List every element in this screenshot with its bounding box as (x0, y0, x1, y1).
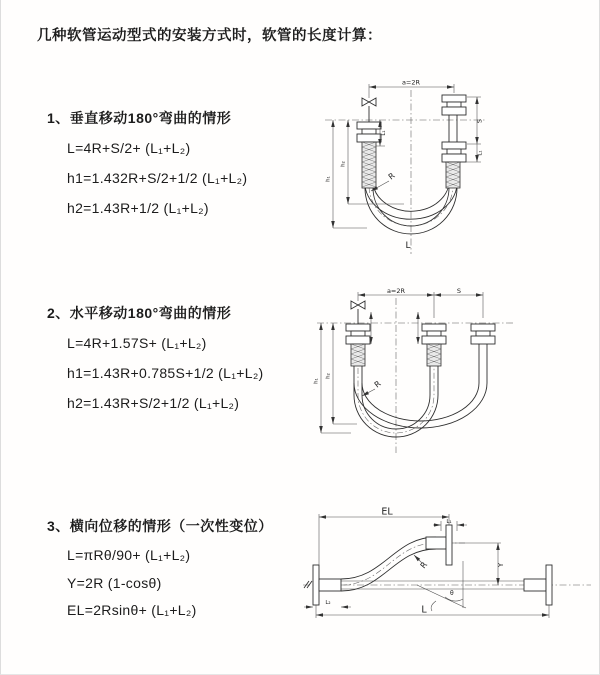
left-flange (313, 565, 341, 605)
section-3-formula-Y: Y=2R (1-cosθ) (67, 575, 162, 591)
section-1-formula-h1: h1=1.432R+S/2+1/2 (L₁+L₂) (67, 170, 248, 186)
dim-label-a2r: a=2R (386, 287, 406, 295)
break-mark (304, 581, 312, 588)
dim-label-radius: R (372, 379, 383, 390)
dim-label-l1: L₁ (446, 519, 452, 525)
dim-label-l1-right: L₁ (477, 150, 484, 156)
section-2-formula-L: L=4R+1.57S+ (L₁+L₂) (67, 335, 207, 351)
diagram-horizontal-movement (309, 288, 600, 458)
section-1-formula-L: L=4R+S/2+ (L₁+L₂) (67, 140, 191, 156)
section-1-formula-h2: h2=1.43R+1/2 (L₁+L₂) (67, 200, 209, 216)
dim-label-l2: L₂ (325, 600, 331, 606)
section-2-formula-h2: h2=1.43R+S/2+1/2 (L₁+L₂) (67, 395, 240, 411)
dim-label-l1-left: L₁ (381, 130, 387, 136)
dim-label-el: EL (381, 506, 393, 518)
valve-icon (362, 98, 376, 122)
dim-label-a2r: a=2R (401, 78, 421, 87)
middle-fitting (422, 324, 446, 366)
dim-label-h2: h₂ (325, 373, 332, 379)
dim-label-s: S (475, 118, 484, 124)
dim-label-s: S (456, 287, 462, 295)
lower-right-flange (524, 565, 552, 605)
diagram-vertical-movement (309, 76, 564, 258)
hose-curve (341, 537, 436, 579)
section-1-heading: 1、垂直移动180°弯曲的情形 (47, 110, 232, 126)
dim-label-h2: h₂ (340, 161, 347, 167)
dim-label-h1: h₁ (325, 176, 332, 182)
valve-icon (351, 301, 365, 324)
dim-label-length: L (421, 604, 427, 616)
section-3-heading: 3、横向位移的情形（一次性变位） (47, 518, 273, 534)
section-3-formula-L: L=πRθ/90+ (L₁+L₂) (67, 547, 191, 563)
section-2-heading: 2、水平移动180°弯曲的情形 (47, 305, 232, 321)
left-fitting (357, 122, 381, 188)
right-fitting-lower (442, 142, 466, 188)
hose-arc-posB (354, 344, 487, 428)
left-fitting (346, 324, 370, 366)
dim-label-h1: h₁ (313, 378, 320, 384)
upper-right-flange (426, 525, 452, 565)
dim-label-radius: R (418, 560, 430, 571)
dim-label-radius: R (386, 171, 397, 182)
right-fitting-upper (442, 95, 466, 115)
section-3-formula-EL: EL=2Rsinθ+ (L₁+L₂) (67, 602, 197, 618)
right-fitting (471, 324, 495, 344)
dim-label-theta: θ (450, 590, 454, 597)
dim-label-y: Y (497, 562, 505, 568)
dim-label-length: L (405, 241, 411, 251)
page-title: 几种软管运动型式的安装方式时，软管的长度计算： (37, 28, 382, 44)
diagram-lateral-displacement (299, 503, 597, 648)
section-2-formula-h1: h1=1.43R+0.785S+1/2 (L₁+L₂) (67, 365, 264, 381)
